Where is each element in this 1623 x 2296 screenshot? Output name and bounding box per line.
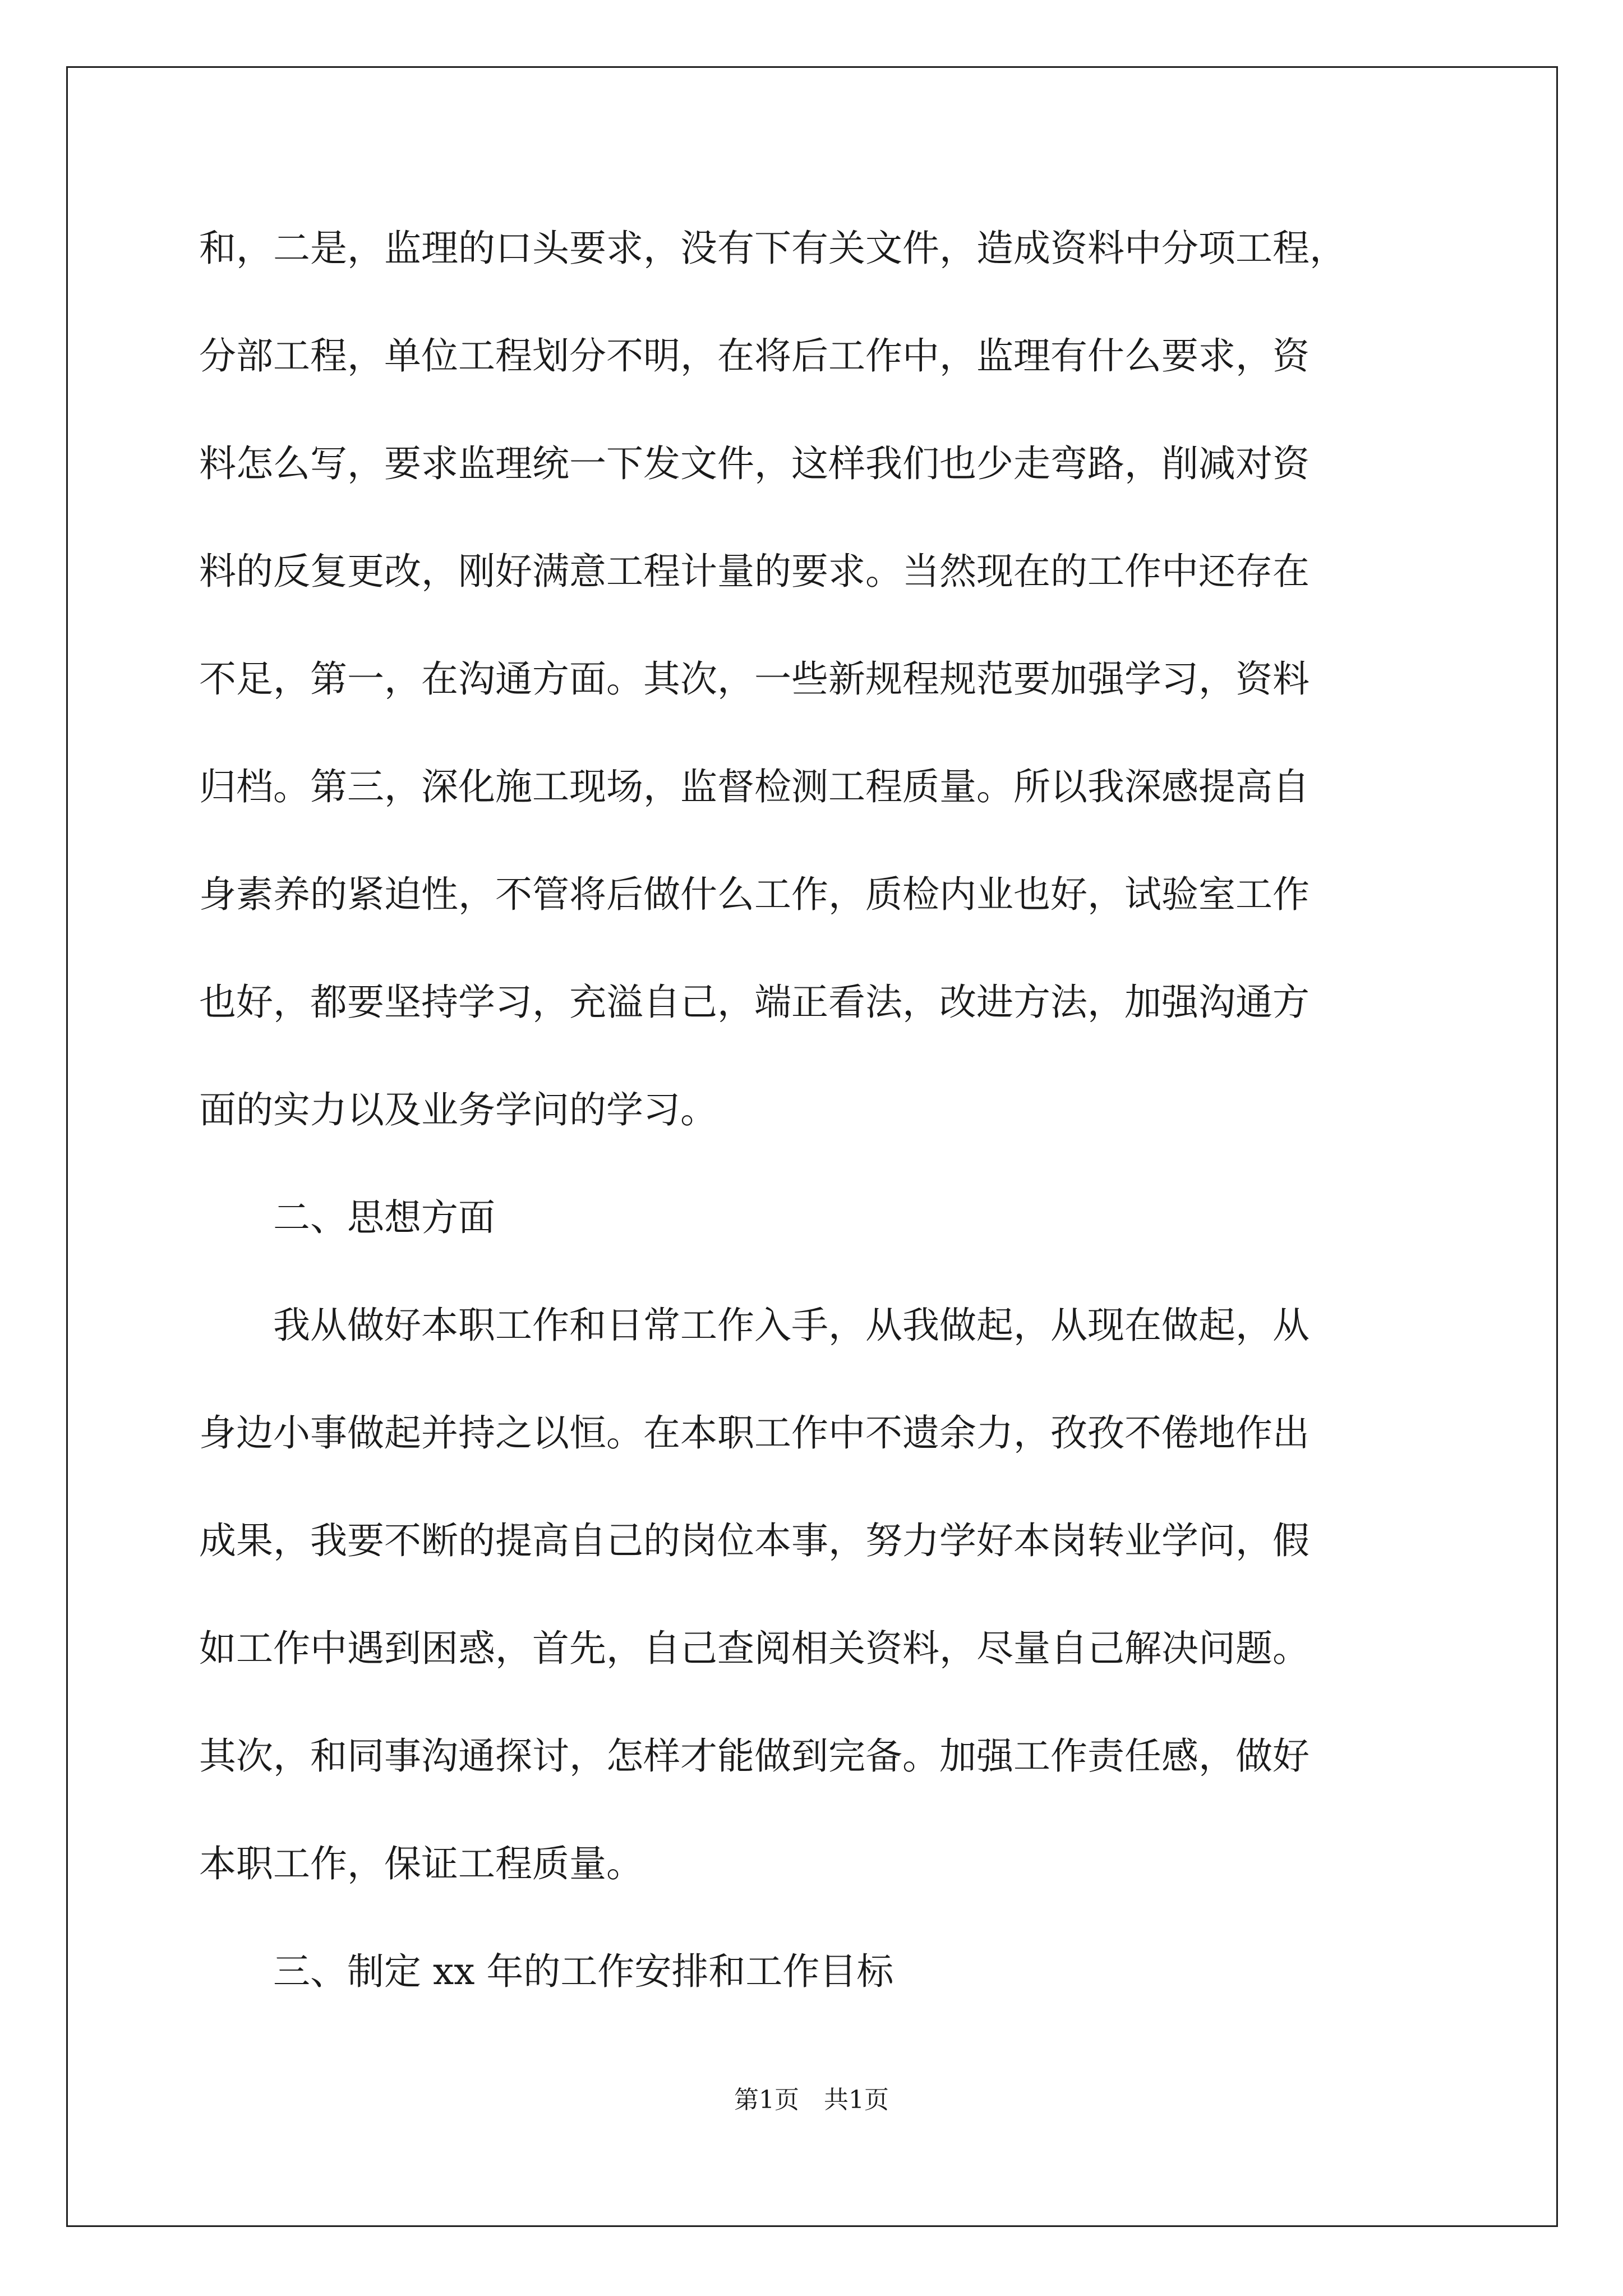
text-line: 我从做好本职工作和日常工作入手，从我做起，从现在做起，从 [199,1304,1310,1347]
text-line: 也好，都要坚持学习，充溢自己，端正看法，改进方法，加强沟通方 [199,981,1310,1024]
page-border [66,66,1558,2227]
text-line: 成果，我要不断的提高自己的岗位本事，努力学好本岗转业学问，假 [199,1519,1310,1562]
text-line: 料怎么写，要求监理统一下发文件，这样我们也少走弯路，削减对资 [199,442,1310,485]
text-line: 归档。第三，深化施工现场，监督检测工程质量。所以我深感提高自 [199,765,1310,808]
text-line: 料的反复更改，刚好满意工程计量的要求。当然现在的工作中还存在 [199,550,1310,593]
text-line: 和，二是，监理的口头要求，没有下有关文件，造成资料中分项工程， [199,227,1347,270]
text-line: 身素养的紧迫性，不管将后做什么工作，质检内业也好，试验室工作 [199,873,1310,916]
text-line: 分部工程，单位工程划分不明，在将后工作中，监理有什么要求，资 [199,334,1310,378]
section-heading: 二、思想方面 [199,1196,495,1239]
text-line: 本职工作，保证工程质量。 [199,1842,643,1885]
section-heading: 三、制定 xx 年的工作安排和工作目标 [199,1950,894,1993]
text-line: 身边小事做起并持之以恒。在本职工作中不遗余力，孜孜不倦地作出 [199,1411,1310,1455]
page-number-footer: 第1页 共1页 [734,2086,889,2114]
text-line: 不足，第一，在沟通方面。其次，一些新规程规范要加强学习，资料 [199,657,1310,701]
text-line: 其次，和同事沟通探讨，怎样才能做到完备。加强工作责任感，做好 [199,1734,1310,1778]
text-line: 如工作中遇到困惑，首先，自己查阅相关资料，尽量自己解决问题。 [199,1627,1310,1670]
text-line: 面的实力以及业务学问的学习。 [199,1088,717,1131]
